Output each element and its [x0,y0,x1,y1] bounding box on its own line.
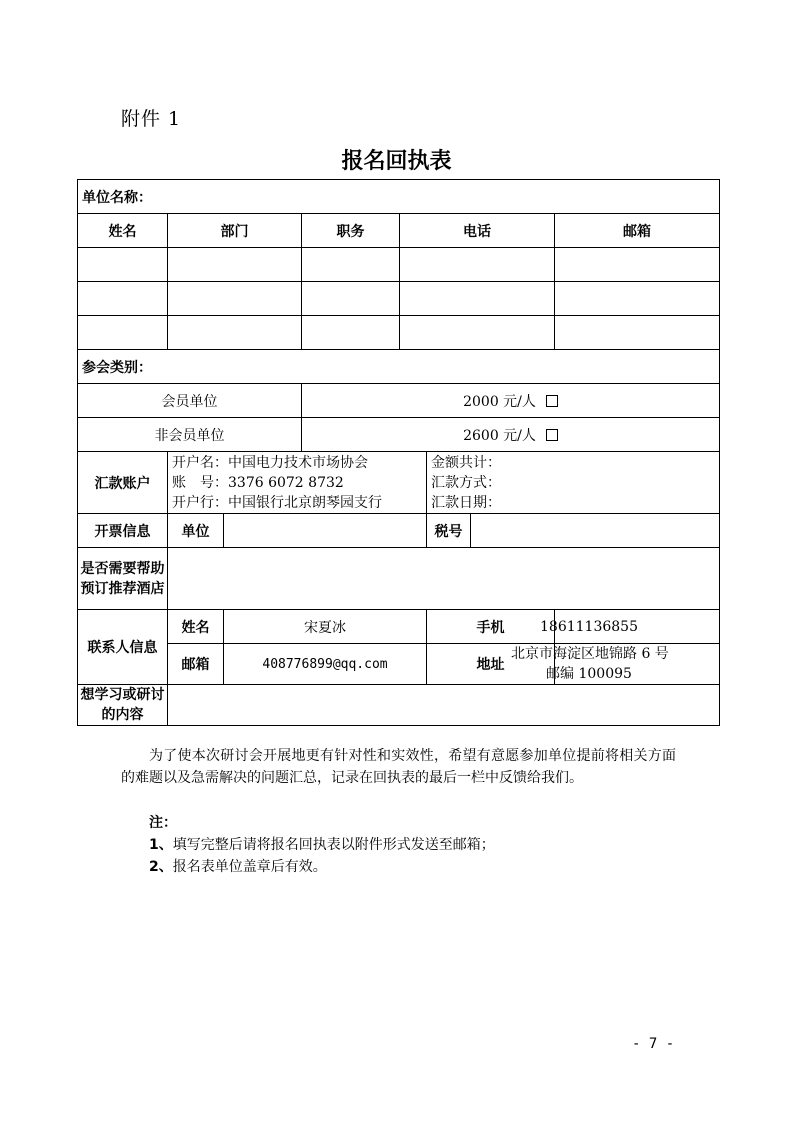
note-item-2 [149,856,327,876]
attendee-position-cell[interactable] [302,316,400,350]
hotel-row [78,548,720,610]
attendee-row [78,248,720,282]
hotel-booking-field[interactable] [168,548,720,610]
topics-label: 想学习或研讨的内容 [78,685,168,726]
attendee-phone-cell[interactable] [400,316,555,350]
page-number: - 7 - [632,1036,675,1052]
remittance-account-info [168,452,427,514]
contact-info-label: 联系人信息 [78,610,168,685]
header-phone: 电话 [400,214,555,248]
topics-row [78,685,720,726]
address-line-2: 邮编 100095 [546,666,632,682]
amount-total-label: 金额共计： [431,454,501,471]
unit-name-row [78,180,720,214]
contact-mobile-label: 手机 [427,610,555,644]
note-item-1-number: 1、 [149,837,173,853]
header-email: 邮箱 [555,214,720,248]
attendee-department-cell[interactable] [168,316,302,350]
member-fee: 2000 元/人 [463,393,536,410]
contact-email-label: 邮箱 [168,644,224,685]
invoice-unit-label: 单位 [168,514,224,548]
account-name: 开户名：中国电力技术市场协会 [172,454,368,471]
remit-method-label: 汇款方式： [431,474,501,491]
member-fee-cell [302,384,720,418]
account-bank: 开户行：中国银行北京朗琴园支行 [172,494,382,511]
note-item-1 [149,834,495,854]
note-item-1-text: 填写完整后请将报名回执表以附件形式发送至邮箱； [172,837,495,853]
topics-field[interactable] [168,685,720,726]
attendee-position-cell[interactable] [302,282,400,316]
nonmember-unit-label: 非会员单位 [78,418,302,452]
nonmember-checkbox[interactable] [546,429,558,441]
invoice-tax-label: 税号 [427,514,471,548]
attendee-name-cell[interactable] [78,316,168,350]
notes-label: 注： [149,815,177,831]
note-item-2-number: 2、 [149,859,173,875]
contact-row-1 [78,610,720,644]
member-row [78,384,720,418]
attendee-email-cell[interactable] [555,282,720,316]
unit-name-label: 单位名称： [78,180,720,214]
registration-form-table [77,179,720,726]
contact-mobile: 18611136855 [507,610,672,644]
attendee-header-row [78,214,720,248]
note-item-2-text: 报名表单位盖章后有效。 [172,859,327,875]
instruction-paragraph: 为了使本次研讨会开展地更有针对性和实效性，希望有意愿参加单位提前将相关方面的难题以及急需解决的问题汇总，记录在回执表的最后一栏中反馈给我们。 [121,748,676,786]
attendee-name-cell[interactable] [78,282,168,316]
attendee-email-cell[interactable] [555,248,720,282]
hotel-booking-label: 是否需要帮助预订推荐酒店 [78,548,168,610]
attendee-name-cell[interactable] [78,248,168,282]
contact-row-2 [78,644,720,685]
remit-date-label: 汇款日期： [431,494,501,511]
attendee-email-cell[interactable] [555,316,720,350]
attendee-row [78,282,720,316]
nonmember-fee: 2600 元/人 [463,427,536,444]
invoice-row [78,514,720,548]
contact-address [507,644,672,685]
form-title: 报名回执表 [341,149,452,174]
attendee-row [78,316,720,350]
attachment-label: 附件 1 [121,108,182,130]
invoice-tax-field[interactable] [471,514,720,548]
remittance-details [427,452,720,514]
attendee-department-cell[interactable] [168,282,302,316]
header-name: 姓名 [78,214,168,248]
contact-address-label: 地址 [427,644,555,685]
attendee-department-cell[interactable] [168,248,302,282]
nonmember-row [78,418,720,452]
contact-email: 408776899@qq.com [224,644,427,685]
contact-name-label: 姓名 [168,610,224,644]
remittance-row [78,452,720,514]
account-number: 账 号：3376 6072 8732 [172,474,344,491]
header-position: 职务 [302,214,400,248]
attendee-position-cell[interactable] [302,248,400,282]
category-label: 参会类别： [78,350,720,384]
remittance-label: 汇款账户 [78,452,168,514]
attendee-phone-cell[interactable] [400,248,555,282]
category-row [78,350,720,384]
invoice-unit-field[interactable] [224,514,427,548]
contact-name: 宋夏冰 [224,610,427,644]
member-unit-label: 会员单位 [78,384,302,418]
member-checkbox[interactable] [546,395,558,407]
address-line-1: 北京市海淀区地锦路 6 号 [511,646,669,662]
attendee-phone-cell[interactable] [400,282,555,316]
header-department: 部门 [168,214,302,248]
nonmember-fee-cell [302,418,720,452]
invoice-label: 开票信息 [78,514,168,548]
